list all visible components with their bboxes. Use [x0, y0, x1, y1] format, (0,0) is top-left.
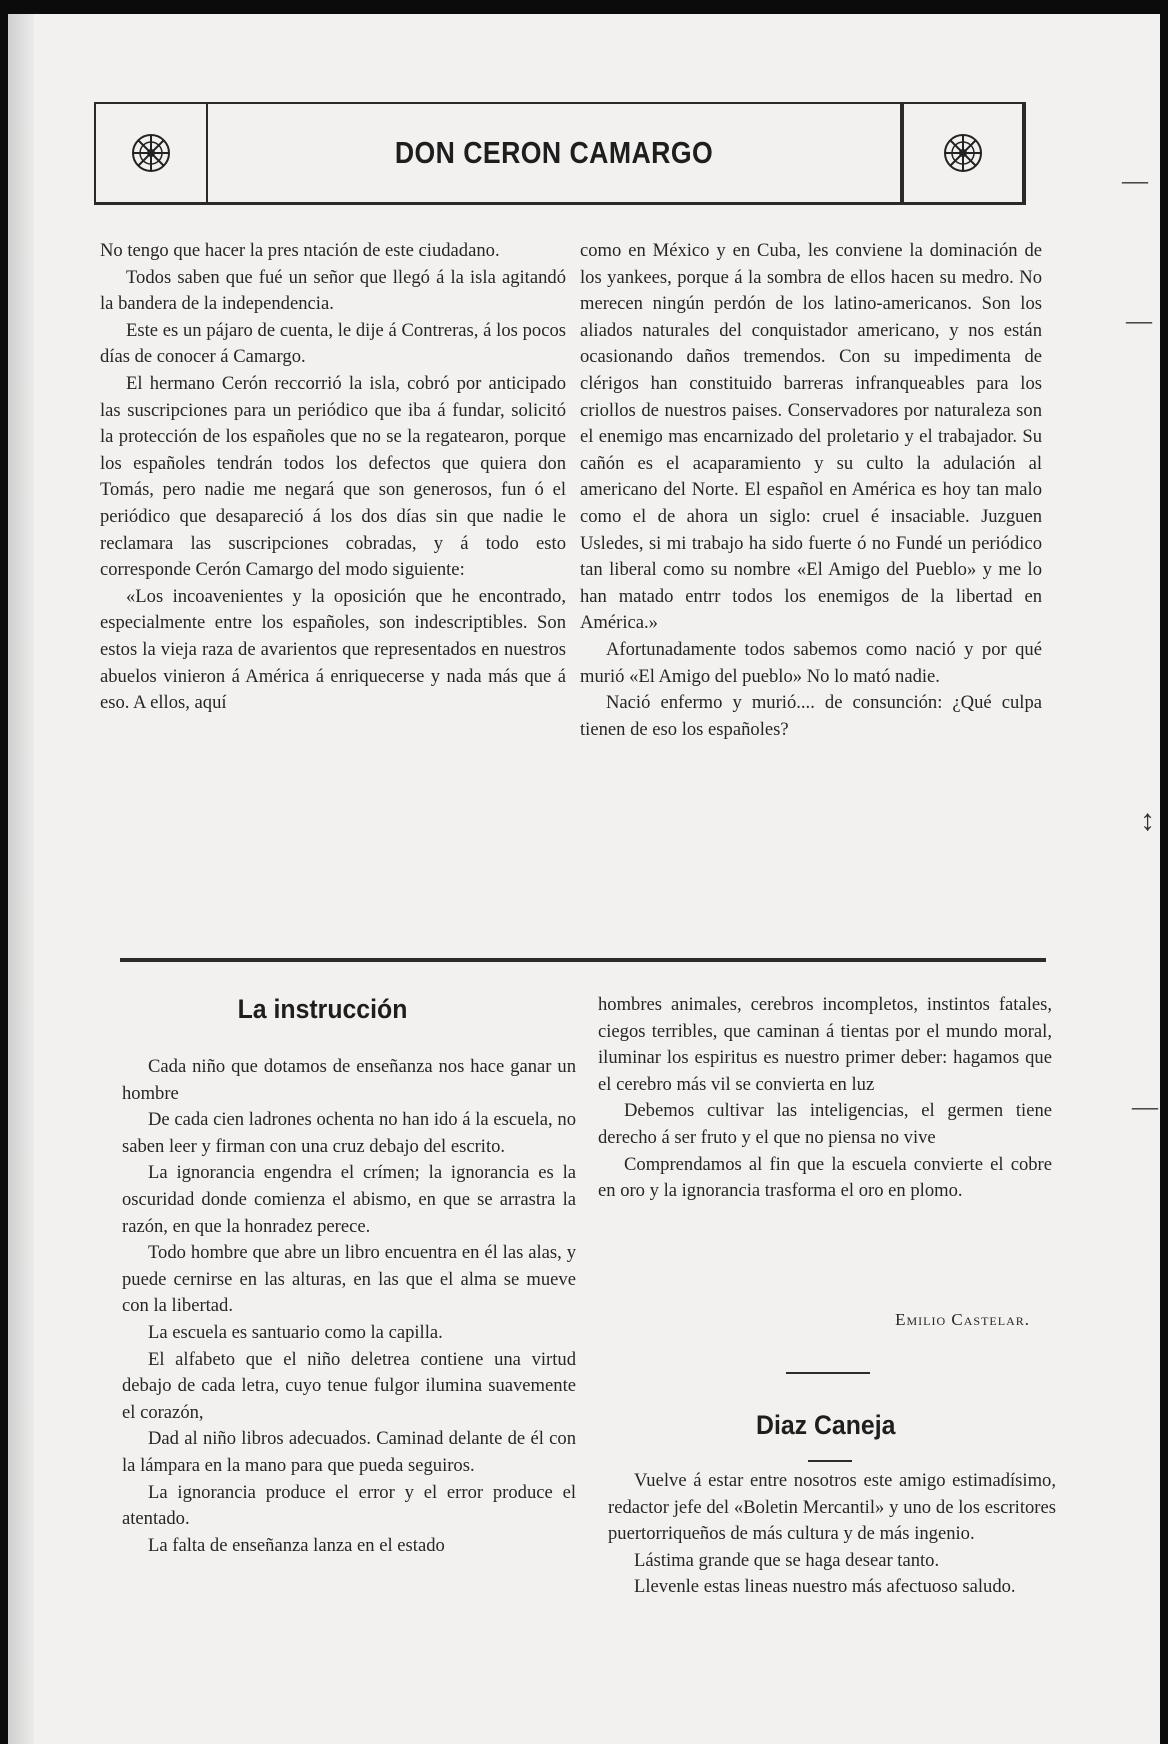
paragraph: No tengo que hacer la pres ntación de este ciudadano.: [100, 240, 500, 261]
camargo-column-1: [100, 238, 566, 717]
paragraph: Todo hombre que abre un libro encuentra en él las alas, y puede cernirse en las alturas, en las que el alma se mueve con la libertad.: [122, 1242, 576, 1317]
paragraph: hombres animales, cerebros incompletos, instintos fatales, ciegos terribles, que caminan á tientas por el mundo moral, iluminar los espiritus es nuestro primer deber: hagamos que el cerebro más vil se convierta en luz: [598, 994, 1052, 1095]
section-divider: [120, 958, 1046, 962]
binding-mark: ↕: [1140, 804, 1155, 837]
instruccion-column-1: [122, 1054, 576, 1559]
paragraph: Lástima grande que se haga desear tanto.: [634, 1549, 940, 1571]
rosette-icon: [130, 132, 172, 174]
diaz-column: [608, 1468, 1056, 1601]
paragraph: Llevenle estas lineas nuestro más afectuoso saludo.: [634, 1576, 1016, 1598]
paragraph: Debemos cultivar las inteligencias, el germen tiene derecho á ser fruto y el que no piensa no vive: [598, 1100, 1052, 1148]
instruccion-title: La instrucción: [237, 994, 408, 1024]
paragraph: La ignorancia produce el error y el error produce el atentado.: [122, 1481, 576, 1530]
paragraph: como en México y en Cuba, les conviene la dominación de los yankees, porque á la sombra de ellos hacen su medro. No merecen ningún perdón de los latino-americanos. Son los aliados naturales del conquistador americano, y nos están ocasionando daños tremendos. Con su impedimenta de clérigos han constituido barreras infranqueables para los criollos de nuestros paises. Conservadores por naturaleza son el enemigo mas encarnizado del proletario y el trabajador. Su cañón es el acaparamiento y su culto la adulación al americano del Norte. El español en América es hoy tan malo como el de ahora un siglo: cruel é insaciable. Juzguen Usledes, si mi trabajo ha sido fuerte ó no Fundé un periódico tan liberal como su nombre «El Amigo del Pueblo» y me lo han matado entrr todos los enemigos de la libertad en América.»: [580, 240, 1042, 634]
paragraph: El alfabeto que el niño deletrea contiene una virtud debajo de cada letra, cuyo tenue fulgor ilumina suavemente el corazón,: [122, 1348, 576, 1423]
paragraph: De cada cien ladrones ochenta no han ido á la escuela, no saben leer y firman con una cruz debajo del escrito.: [122, 1109, 576, 1157]
diaz-title: Diaz Caneja: [756, 1410, 896, 1440]
binding-mark: —: [1132, 1092, 1158, 1121]
paragraph: Afortunadamente todos sabemos como nació y por qué murió «El Amigo del pueblo» No lo mató nadie.: [580, 638, 1042, 687]
paragraph: El hermano Cerón reccorrió la isla, cobró por anticipado las suscripciones para un periódico que iba á fundar, solicitó la protección de los españoles que no se la regatearon, porque los españoles tendrán todos los defectos que quiera don Tomás, pero nadie me negará que son generosos, fun ó el periódico que desapareció á los dos días sin que nadie le reclamara las suscripciones cobradas, y á todo esto corresponde Cerón Camargo del modo siguiente:: [100, 372, 566, 581]
header-left-cell: [96, 104, 208, 202]
title-underline: [808, 1460, 852, 1462]
author-signature: Emilio Castelar.: [895, 1310, 1030, 1329]
binding-mark: —: [1126, 306, 1152, 335]
paragraph: Todos saben que fué un señor que llegó á la isla agitandó la bandera de la independencia.: [100, 266, 566, 315]
paragraph: Nació enfermo y murió.... de consunción: ¿Qué culpa tienen de eso los españoles?: [580, 692, 1042, 740]
page-spine-shadow: [8, 14, 34, 1744]
paragraph: Comprendamos al fin que la escuela convierte el cobre en oro y la ignorancia trasforma el oro en plomo.: [598, 1153, 1052, 1202]
paragraph: La escuela es santuario como la capilla.: [148, 1321, 443, 1343]
newspaper-page: [8, 14, 1160, 1744]
rosette-icon: [942, 132, 984, 174]
header-box: [94, 102, 1026, 205]
paragraph: Dad al niño libros adecuados. Caminad delante de él con la lámpara en la mano para que pueda seguiros.: [122, 1428, 576, 1476]
paragraph: La ignorancia engendra el crímen; la ignorancia es la oscuridad donde comienza el abismo, en que se arrastra la razón, en que la honradez perece.: [122, 1162, 576, 1237]
paragraph: «Los incoavenientes y la oposición que he encontrado, especialmente entre los españoles, son indescriptibles. Son estos la vieja raza de avarientos que representados en nuestros abuelos vinieron á América á enriquecerse y nada más que á eso. A ellos, aquí: [100, 585, 566, 714]
paragraph: Vuelve á estar entre nosotros este amigo estimadísimo, redactor jefe del «Boletin Mercantil» y uno de los escritores puertorriqueños de más cultura y de más ingenio.: [608, 1470, 1056, 1545]
paragraph: Este es un pájaro de cuenta, le dije á Contreras, á los pocos días de conocer á Camargo.: [100, 319, 566, 368]
header-title: DON CERON CAMARGO: [394, 135, 714, 170]
instruccion-column-2: [598, 992, 1052, 1205]
camargo-column-2: [580, 238, 1042, 743]
short-divider: [786, 1372, 870, 1374]
binding-mark: —: [1122, 166, 1148, 195]
paragraph: Cada niño que dotamos de enseñanza nos hace ganar un hombre: [122, 1056, 576, 1104]
header-right-cell: [900, 104, 1022, 202]
paragraph: La falta de enseñanza lanza en el estado: [148, 1534, 445, 1556]
